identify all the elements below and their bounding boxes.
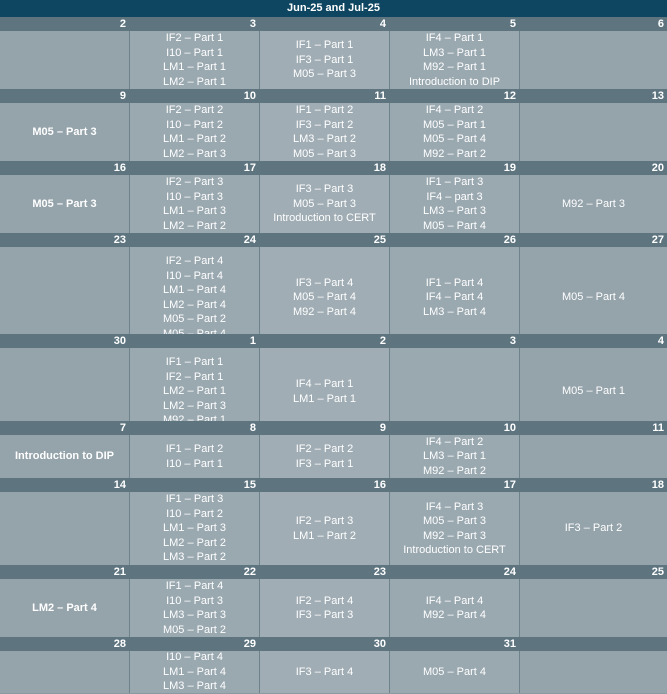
- schedule-item: IF4 – part 3: [426, 190, 483, 203]
- schedule-item: I10 – Part 2: [166, 507, 223, 520]
- schedule-item: IF3 – Part 3: [295, 609, 354, 621]
- day-number: 3: [509, 335, 516, 347]
- schedule-item: M05 – Part 3: [293, 147, 356, 160]
- day-cell[interactable]: [519, 435, 667, 478]
- day-cell[interactable]: [259, 247, 389, 348]
- day-number: 3: [249, 18, 256, 30]
- day-number: 5: [509, 18, 516, 30]
- schedule-item: LM1 – Part 4: [163, 284, 226, 296]
- day-cell[interactable]: [259, 103, 389, 161]
- day-number: 28: [113, 638, 126, 650]
- schedule-item: LM3 – Part 4: [423, 305, 486, 318]
- schedule-item: M05 – Part 4: [423, 665, 486, 678]
- day-cell[interactable]: [0, 492, 129, 565]
- schedule-item: M05 – Part 3: [32, 125, 97, 138]
- schedule-item: M05 – Part 1: [423, 118, 486, 131]
- day-cell[interactable]: [129, 175, 259, 233]
- schedule-item: LM3 – Part 4: [163, 680, 226, 693]
- day-cell[interactable]: [129, 247, 259, 348]
- schedule-item: M92 – Part 2: [423, 147, 486, 160]
- schedule-item: IF4 – Part 2: [425, 104, 484, 116]
- schedule-item: M05 – Part 3: [32, 197, 97, 210]
- day-number: 29: [243, 638, 256, 650]
- schedule-item: IF1 – Part 3: [425, 176, 484, 188]
- day-number: 24: [503, 566, 516, 578]
- day-number: 4: [657, 335, 664, 347]
- schedule-item: LM1 – Part 3: [163, 205, 226, 217]
- schedule-item: LM1 – Part 2: [163, 133, 226, 145]
- schedule-item: LM2 – Part 1: [163, 385, 226, 398]
- schedule-item: LM3 – Part 2: [293, 133, 356, 145]
- day-number: 20: [651, 162, 664, 174]
- day-cell[interactable]: [0, 31, 129, 89]
- schedule-item: IF3 – Part 4: [295, 276, 354, 289]
- calendar-title: Jun-25 and Jul-25: [0, 0, 667, 17]
- schedule-item: IF4 – Part 2: [425, 435, 484, 448]
- schedule-item: M05 – Part 4: [293, 291, 356, 304]
- schedule-item: M05 – Part 2: [163, 313, 226, 325]
- day-number: 31: [503, 638, 516, 650]
- day-number: 14: [113, 479, 126, 491]
- schedule-item: LM2 – Part 4: [163, 298, 226, 311]
- day-cell[interactable]: [129, 435, 259, 478]
- day-number: 16: [113, 162, 126, 174]
- day-cell[interactable]: [0, 103, 129, 161]
- day-cell[interactable]: [519, 579, 667, 637]
- schedule-item: M92 – Part 2: [423, 464, 486, 477]
- day-cell[interactable]: [389, 103, 519, 161]
- schedule-item: LM3 – Part 3: [423, 205, 486, 217]
- schedule-item: I10 – Part 3: [166, 190, 223, 203]
- schedule-item: M92 – Part 4: [423, 609, 486, 621]
- schedule-item: LM2 – Part 2: [163, 219, 226, 232]
- schedule-item: IF2 – Part 1: [165, 370, 224, 383]
- schedule-item: Introduction to CERT: [403, 544, 506, 556]
- day-cell[interactable]: [0, 435, 129, 478]
- schedule-item: IF2 – Part 3: [295, 515, 354, 527]
- day-number: 11: [374, 90, 386, 102]
- schedule-item: IF3 – Part 2: [564, 522, 623, 535]
- day-number: 10: [503, 422, 516, 434]
- schedule-item: IF4 – Part 1: [295, 378, 354, 390]
- schedule-item: LM2 – Part 4: [32, 601, 97, 614]
- schedule-item: IF1 – Part 4: [425, 276, 484, 289]
- schedule-item: I10 – Part 4: [166, 651, 223, 664]
- day-number: 19: [503, 162, 516, 174]
- schedule-item: LM2 – Part 3: [163, 399, 226, 412]
- schedule-item: IF1 – Part 2: [295, 104, 354, 116]
- schedule-item: M05 – Part 3: [423, 515, 486, 527]
- day-cell[interactable]: [259, 651, 389, 693]
- day-number: 15: [243, 479, 256, 491]
- day-number: [519, 637, 667, 651]
- day-cell[interactable]: [259, 31, 389, 89]
- schedule-item: IF1 – Part 4: [165, 580, 224, 592]
- day-number: 18: [373, 162, 386, 174]
- day-number: 23: [373, 566, 386, 578]
- schedule-item: LM3 – Part 2: [163, 551, 226, 564]
- day-number: 16: [373, 479, 386, 491]
- schedule-item: M92 – Part 3: [562, 197, 625, 210]
- schedule-item: Introduction to DIP: [408, 75, 501, 88]
- schedule-item: LM3 – Part 1: [423, 450, 486, 463]
- schedule-item: IF1 – Part 3: [165, 493, 224, 506]
- day-number: 2: [119, 18, 126, 30]
- day-number: 25: [651, 566, 664, 578]
- day-cell[interactable]: [519, 31, 667, 89]
- day-number: 27: [651, 234, 664, 246]
- day-number: 6: [657, 18, 664, 30]
- schedule-item: M05 – Part 4: [423, 133, 486, 145]
- schedule-item: LM2 – Part 1: [163, 75, 226, 88]
- day-cell[interactable]: [389, 435, 519, 478]
- schedule-item: M92 – Part 1: [423, 61, 486, 73]
- day-number: 30: [113, 335, 126, 347]
- day-number: 13: [651, 90, 664, 102]
- day-cell[interactable]: [519, 651, 667, 693]
- schedule-item: IF2 – Part 4: [295, 594, 354, 607]
- day-number: 7: [119, 422, 126, 434]
- day-cell[interactable]: [389, 247, 519, 348]
- day-number: 1: [249, 335, 256, 347]
- schedule-item: I10 – Part 3: [166, 594, 223, 607]
- schedule-item: LM1 – Part 2: [293, 529, 356, 542]
- schedule-item: I10 – Part 4: [166, 269, 223, 282]
- day-cell[interactable]: [389, 579, 519, 637]
- schedule-item: IF4 – Part 4: [425, 594, 484, 607]
- schedule-item: IF1 – Part 2: [165, 443, 224, 455]
- day-cell[interactable]: [389, 31, 519, 89]
- schedule-item: IF2 – Part 3: [165, 176, 224, 188]
- day-cell[interactable]: [129, 651, 259, 693]
- schedule-item: IF3 – Part 1: [295, 457, 354, 470]
- day-cell[interactable]: [129, 31, 259, 89]
- schedule-item: LM2 – Part 2: [163, 536, 226, 549]
- day-cell[interactable]: [129, 579, 259, 637]
- day-cell[interactable]: [519, 103, 667, 161]
- day-number: 17: [503, 479, 516, 491]
- day-cell[interactable]: [129, 103, 259, 161]
- schedule-item: IF3 – Part 1: [295, 53, 354, 66]
- schedule-item: IF4 – Part 1: [425, 32, 484, 44]
- day-number: 22: [243, 566, 256, 578]
- schedule-item: I10 – Part 1: [166, 457, 223, 470]
- schedule-item: LM3 – Part 1: [423, 46, 486, 59]
- day-cell[interactable]: [0, 175, 129, 233]
- schedule-item: LM3 – Part 3: [163, 609, 226, 621]
- schedule-item: I10 – Part 1: [166, 46, 223, 59]
- day-cell[interactable]: [519, 247, 667, 348]
- day-number: 23: [113, 234, 126, 246]
- day-cell[interactable]: [259, 175, 389, 233]
- day-number: 17: [243, 162, 256, 174]
- day-number: 18: [651, 479, 664, 491]
- day-number: 4: [379, 18, 386, 30]
- day-number: 26: [503, 234, 516, 246]
- schedule-item: Introduction to DIP: [15, 450, 114, 463]
- schedule-item: IF4 – Part 4: [425, 291, 484, 304]
- day-number: 24: [243, 234, 256, 246]
- schedule-item: IF1 – Part 1: [165, 356, 224, 369]
- day-number: 12: [503, 90, 516, 102]
- schedule-item: I10 – Part 2: [166, 118, 223, 131]
- schedule-item: IF2 – Part 2: [295, 443, 354, 455]
- day-cell[interactable]: [389, 651, 519, 693]
- schedule-item: M05 – Part 4: [562, 291, 625, 304]
- day-cell[interactable]: [259, 579, 389, 637]
- schedule-item: IF1 – Part 1: [295, 39, 354, 52]
- day-number: 11: [652, 422, 664, 434]
- schedule-item: M05 – Part 3: [293, 68, 356, 81]
- schedule-item: M05 – Part 2: [163, 623, 226, 636]
- schedule-item: IF3 – Part 3: [295, 183, 354, 196]
- schedule-item: LM1 – Part 1: [293, 392, 356, 405]
- day-number: 30: [373, 638, 386, 650]
- schedule-item: LM1 – Part 3: [163, 522, 226, 535]
- schedule-item: M05 – Part 3: [293, 197, 356, 210]
- day-cell[interactable]: [519, 175, 667, 233]
- schedule-item: M05 – Part 4: [423, 219, 486, 232]
- schedule-item: Introduction to CERT: [273, 212, 376, 225]
- schedule-item: IF2 – Part 2: [165, 104, 224, 116]
- day-cell[interactable]: [519, 492, 667, 565]
- day-number: 10: [243, 90, 256, 102]
- schedule-item: IF4 – Part 3: [425, 500, 484, 513]
- day-number: 9: [379, 422, 386, 434]
- schedule-item: LM2 – Part 3: [163, 147, 226, 160]
- day-number: 21: [113, 566, 126, 578]
- day-cell[interactable]: [0, 651, 129, 693]
- schedule-item: M05 – Part 1: [562, 385, 625, 398]
- schedule-item: IF3 – Part 2: [295, 118, 354, 131]
- day-cell[interactable]: [389, 175, 519, 233]
- day-number: 2: [379, 335, 386, 347]
- day-cell[interactable]: [389, 492, 519, 565]
- schedule-item: M92 – Part 4: [293, 305, 356, 318]
- day-cell[interactable]: [129, 492, 259, 565]
- day-cell[interactable]: [259, 435, 389, 478]
- schedule-item: IF2 – Part 4: [165, 255, 224, 267]
- day-cell[interactable]: [0, 247, 129, 348]
- schedule-item: LM1 – Part 4: [163, 665, 226, 678]
- schedule-item: IF3 – Part 4: [295, 665, 354, 678]
- day-number: 9: [119, 90, 126, 102]
- schedule-item: M92 – Part 3: [423, 529, 486, 542]
- day-number: 25: [373, 234, 386, 246]
- day-cell[interactable]: [259, 492, 389, 565]
- schedule-item: LM1 – Part 1: [163, 61, 226, 73]
- day-number: 8: [249, 422, 256, 434]
- day-cell[interactable]: [0, 579, 129, 637]
- schedule-item: IF2 – Part 1: [165, 32, 224, 44]
